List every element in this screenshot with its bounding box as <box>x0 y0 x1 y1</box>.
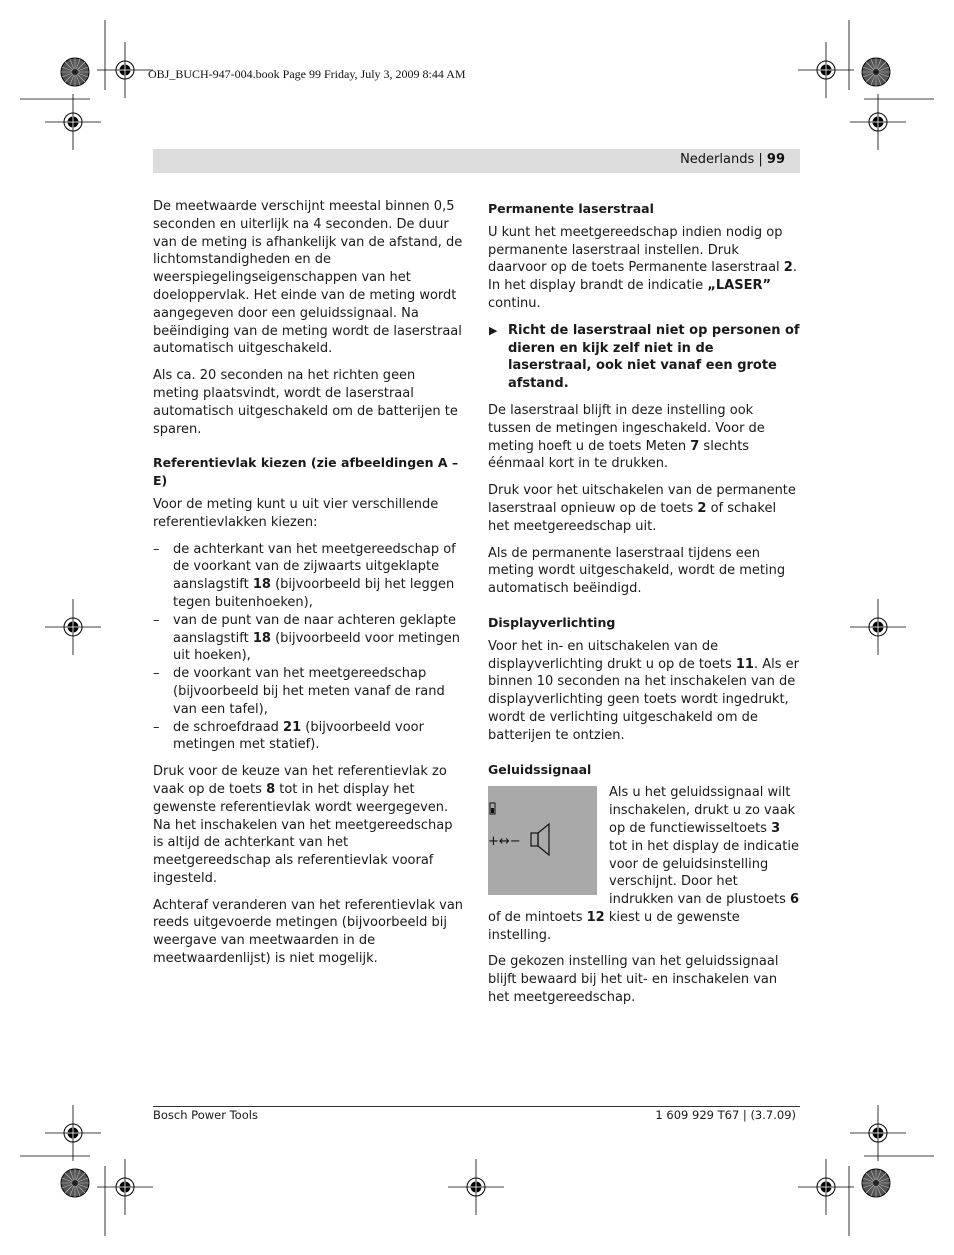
paragraph <box>488 402 800 473</box>
footer-doc-number: 1 609 929 T67 | (3.7.09) <box>655 1108 796 1122</box>
item-text: (bijvoorbeeld bij het leggen tegen buitenhoeken), <box>173 577 455 610</box>
section-heading: Displayverlichting <box>488 614 616 630</box>
text: of schakel het meetgereedschap uit. <box>488 500 777 534</box>
reference-plane-list <box>153 541 465 755</box>
paragraph: De gekozen instelling van het geluidssignaal blijft bewaard bij het uit- en inschakelen van het meetgereedschap. <box>488 954 779 1006</box>
text: tot in het display het gewenste referentievlak wordt weergegeven. Na het inschakelen van het meetgereedschap is altijd de achterkant van het meetgereedschap als referentievlak vooraf ingesteld. <box>153 781 453 886</box>
safety-warning <box>488 322 800 393</box>
speaker-icon <box>488 786 597 895</box>
paragraph: De meetwaarde verschijnt meestal binnen 0,5 seconden en uiterlijk na 4 seconden. De duur van de meting is afhankelijk van de afstand, de lichtomstandigheden en de weerspiegelingseigenschappen van het doeloppervlak. Het einde van de meting wordt aangegeven door een geluidssignaal. Na beëindiging van de meting wordt de laserstraal automatisch uitgeschakeld. <box>153 199 463 357</box>
text: . Als er binnen 10 seconden na het inschakelen van de displayverlichting geen toets wordt ingedrukt, wordt de verlichting uitgeschakeld om de batterijen te ontzien. <box>488 656 800 743</box>
warning-triangle-icon: ▶ <box>489 323 498 337</box>
text: of de mintoets <box>488 909 587 925</box>
list-item <box>153 612 465 665</box>
text-ref: 3 <box>771 820 781 836</box>
text: continu. <box>488 295 541 311</box>
paragraph <box>488 482 800 535</box>
right-column <box>488 198 800 1016</box>
text-ref: 2 <box>783 260 793 276</box>
text: Als u het geluidssignaal wilt inschakelen, drukt u zo vaak op de functiewisseltoets <box>609 785 796 836</box>
page-number: 99 <box>766 152 785 167</box>
warning-text: Richt de laserstraal niet op personen of dieren en kijk zelf niet in de laserstraal, ook niet vanaf een grote afstand. <box>508 322 800 392</box>
footer-rule <box>153 1106 800 1107</box>
print-slug: OBJ_BUCH-947-004.book Page 99 Friday, July 3, 2009 8:44 AM <box>148 67 466 81</box>
plus-minus-label: +↔− <box>488 834 521 850</box>
paragraph: Als ca. 20 seconden na het richten geen meting plaatsvindt, wordt de laserstraal automatisch uitgeschakeld om de batterijen te sparen. <box>153 368 458 437</box>
header-language: Nederlands <box>680 152 755 167</box>
list-item <box>153 719 465 755</box>
paragraph: Als de permanente laserstraal tijdens een meting wordt uitgeschakeld, wordt de meting automatisch beëindigd. <box>488 545 786 597</box>
header-text <box>680 152 785 167</box>
paragraph: Voor de meting kunt u uit vier verschillende referentievlakken kiezen: <box>153 496 439 530</box>
text-ref: 2 <box>697 500 707 516</box>
text: Voor het in- en uitschakelen van de displayverlichting drukt u op de toets <box>488 638 736 672</box>
item-ref: 18 <box>252 630 271 646</box>
text-ref: 8 <box>266 781 276 797</box>
text-ref: 7 <box>690 438 700 454</box>
section-heading: Permanente laserstraal <box>488 201 654 216</box>
item-ref: 18 <box>252 577 271 593</box>
list-item <box>153 541 465 612</box>
text: slechts éénmaal kort in te drukken. <box>488 438 750 472</box>
item-text: van de punt van de naar achteren geklapte aanslagstift <box>173 612 457 646</box>
text: . In het display brandt de indicatie <box>488 260 797 294</box>
display-illustration <box>488 786 597 895</box>
text-ref: 11 <box>735 656 754 672</box>
text-ref: 12 <box>586 909 605 925</box>
text: De laserstraal blijft in deze instelling ook tussen de metingen ingeschakeld. Voor de meting hoeft u de toets Meten <box>488 402 765 454</box>
paragraph: Achteraf veranderen van het referentievlak van reeds uitgevoerde metingen (bijvoorbeeld bij weergave van meetwaarden in de meetwaardenlijst) is niet mogelijk. <box>153 897 464 967</box>
item-text: de schroefdraad <box>173 719 284 735</box>
item-text: de achterkant van het meetgereedschap of de voorkant van de zijwaarts uitgeklapte aanslagstift <box>173 541 456 593</box>
text: Druk voor de keuze van het referentievlak zo vaak op de toets <box>153 764 447 797</box>
section-heading: Referentievlak kiezen (zie afbeeldingen A – E) <box>153 455 459 489</box>
left-column <box>153 198 465 977</box>
text-ref: 6 <box>790 892 800 908</box>
paragraph <box>488 638 800 745</box>
item-text: (bijvoorbeeld voor metingen uit hoeken), <box>173 630 460 664</box>
paragraph <box>488 224 800 313</box>
text-ref: „LASER” <box>707 278 771 294</box>
text: U kunt het meetgereedschap indien nodig op permanente laserstraal instellen. Druk daarvoor op de toets Permanente laserstraal <box>488 224 784 276</box>
text: kiest u de gewenste instelling. <box>488 909 740 943</box>
list-item: – de voorkant van het meetgereedschap (bijvoorbeeld bij het meten vanaf de rand van een tafel), <box>153 665 465 718</box>
item-ref: 21 <box>283 719 302 735</box>
text: Druk voor het uitschakelen van de permanente laserstraal opnieuw op de toets <box>488 483 796 516</box>
footer-brand: Bosch Power Tools <box>153 1108 258 1122</box>
section-heading: Geluidssignaal <box>488 761 592 777</box>
running-header <box>153 149 800 173</box>
text: tot in het display de indicatie voor de geluidsinstelling verschijnt. Door het indrukken van de plustoets <box>609 838 799 908</box>
header-separator: | <box>758 152 763 167</box>
item-text: (bijvoorbeeld voor metingen met statief). <box>173 719 424 753</box>
paragraph <box>153 763 465 888</box>
